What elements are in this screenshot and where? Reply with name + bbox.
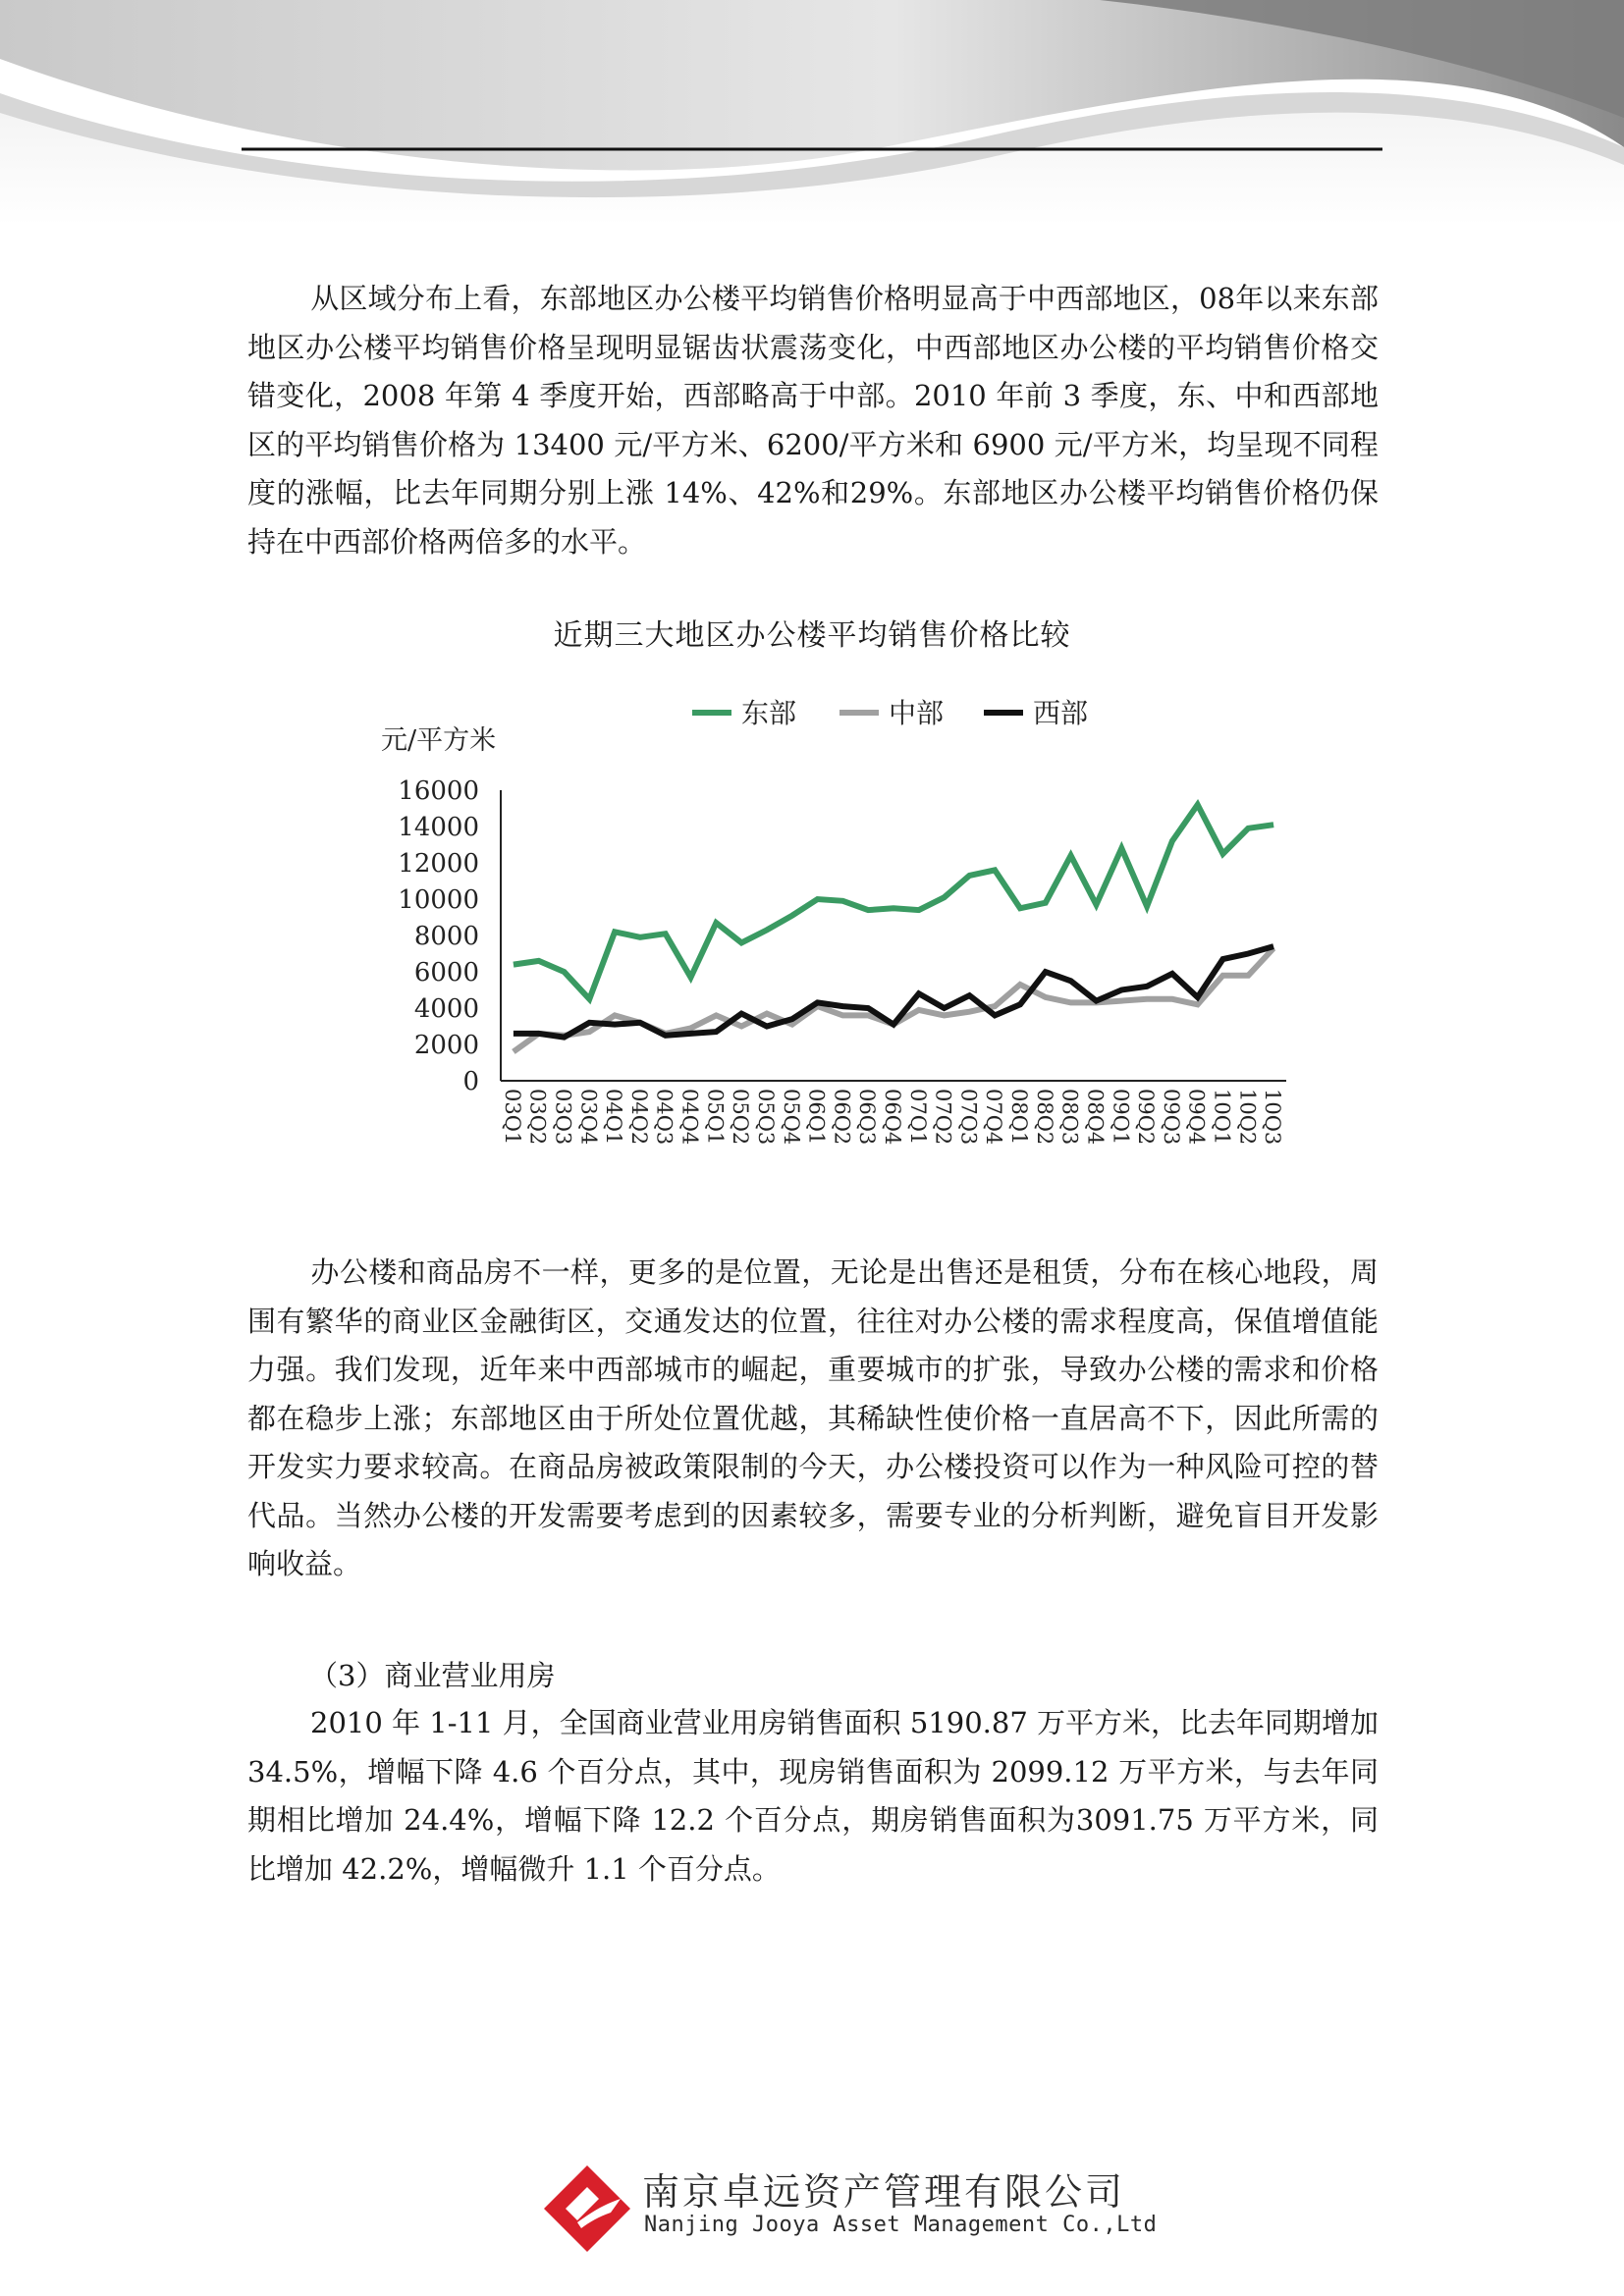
paragraph-office-analysis: 办公楼和商品房不一样，更多的是位置，无论是出售还是租赁，分布在核心地段，周围有繁华的商业区金融街区，交通发达的位置，往往对办公楼的需求程度高，保值增值能力强。我们发现，近年来中西部城市的崛起，重要城市的扩张，导致办公楼的需求和价格都在稳步上涨；东部地区由于所处位置优越，其稀缺性使价格一直居高不下，因此所需的开发实力要求较高。在商品房被政策限制的今天，办公楼投资可以作为一种风险可控的替代品。当然办公楼的开发需要考虑到的因素较多，需要专业的分析判断，避免盲目开发影响收益。 [247, 1255, 1379, 1580]
x-tick-label: 07Q2 [931, 1089, 955, 1146]
y-tick-label: 16000 [398, 776, 479, 806]
y-tick-label: 4000 [413, 994, 479, 1024]
legend-label: 东部 [741, 697, 797, 729]
x-tick-label: 08Q1 [1007, 1089, 1032, 1146]
x-tick-label: 06Q1 [804, 1089, 829, 1146]
x-tick-label: 10Q3 [1261, 1089, 1285, 1146]
company-name-cn: 南京卓远资产管理有限公司 [642, 2170, 1126, 2214]
x-tick-label: 09Q1 [1109, 1089, 1133, 1146]
x-tick-label: 05Q2 [729, 1089, 753, 1146]
x-tick-label: 03Q3 [551, 1089, 575, 1146]
chart-title: 近期三大地区办公楼平均销售价格比较 [553, 618, 1071, 653]
x-tick-label: 08Q3 [1057, 1089, 1082, 1146]
x-tick-label: 04Q1 [602, 1089, 626, 1146]
x-tick-label: 09Q3 [1159, 1089, 1183, 1146]
x-tick-label: 09Q2 [1134, 1089, 1159, 1146]
x-tick-label: 06Q2 [830, 1089, 854, 1146]
chart-legend [692, 697, 1088, 729]
x-tick-label: 10Q2 [1235, 1089, 1260, 1146]
x-tick-label: 06Q4 [881, 1089, 904, 1146]
series-line-东部 [514, 805, 1273, 999]
section-heading: （3）商业营业用房 [309, 1659, 556, 1692]
y-tick-label: 10000 [398, 885, 479, 915]
x-tick-label: 05Q3 [753, 1089, 778, 1146]
header-wave-decoration [0, 0, 1624, 226]
series-line-西部 [514, 946, 1273, 1038]
y-tick-label: 14000 [398, 813, 479, 842]
y-tick-label: 8000 [413, 922, 479, 951]
x-tick-label: 03Q4 [576, 1089, 601, 1146]
x-tick-label: 07Q1 [905, 1089, 930, 1146]
legend-label: 中部 [889, 697, 945, 729]
x-tick-label: 03Q2 [525, 1089, 550, 1146]
x-tick-label: 08Q2 [1032, 1089, 1056, 1146]
y-axis-label: 元/平方米 [381, 725, 497, 756]
x-tick-label: 07Q4 [982, 1089, 1006, 1146]
x-tick-label: 07Q3 [956, 1089, 981, 1146]
y-axis-ticks [398, 776, 479, 1096]
x-tick-label: 04Q4 [677, 1089, 702, 1146]
x-tick-label: 04Q2 [626, 1089, 651, 1146]
y-tick-label: 12000 [398, 849, 479, 879]
x-tick-label: 04Q3 [652, 1089, 677, 1146]
x-tick-label: 05Q4 [779, 1089, 803, 1146]
x-tick-label: 06Q3 [855, 1089, 880, 1146]
company-name-en: Nanjing Jooya Asset Management Co.,Ltd [644, 2213, 1158, 2237]
y-tick-label: 0 [462, 1067, 479, 1096]
company-logo-icon [542, 2163, 632, 2254]
x-tick-label: 09Q4 [1184, 1089, 1209, 1146]
x-tick-label: 08Q4 [1083, 1089, 1108, 1146]
x-tick-label: 05Q1 [703, 1089, 728, 1146]
y-tick-label: 6000 [413, 958, 479, 988]
paragraph-regional-distribution: 从区域分布上看，东部地区办公楼平均销售价格明显高于中西部地区，08年以来东部地区办公楼平均销售价格呈现明显锯齿状震荡变化，中西部地区办公楼的平均销售价格交错变化，2008 年第 4 季度开始，西部略高于中部。2010 年前 3 季度，东、中和西部地区的平均销售价格为 13400 元/平方米、6200/平方米和 6900 元/平方米，均呈现不同程度的涨幅，比去年同期分别上涨 14%、42%和29%。东部地区办公楼平均销售价格仍保持在中西部价格两倍多的水平。 [247, 282, 1379, 559]
x-tick-label: 10Q1 [1210, 1089, 1234, 1146]
legend-label: 西部 [1033, 697, 1089, 729]
y-tick-label: 2000 [413, 1031, 479, 1060]
x-axis-ticks [501, 1089, 1284, 1145]
chart-series [514, 805, 1273, 1052]
x-tick-label: 03Q1 [500, 1089, 524, 1146]
paragraph-commercial-property: 2010 年 1-11 月，全国商业营业用房销售面积 5190.87 万平方米，比去年同期增加 34.5%，增幅下降 4.6 个百分点，其中，现房销售面积为 2099.12 万平方米，与去年同期相比增加 24.4%，增幅下降 12.2 个百分点，期房销售面积为3091.75 万平方米，同比增加 42.2%，增幅微升 1.1 个百分点。 [247, 1706, 1379, 1886]
series-line-中部 [514, 948, 1273, 1051]
office-price-line-chart [363, 687, 1306, 1158]
